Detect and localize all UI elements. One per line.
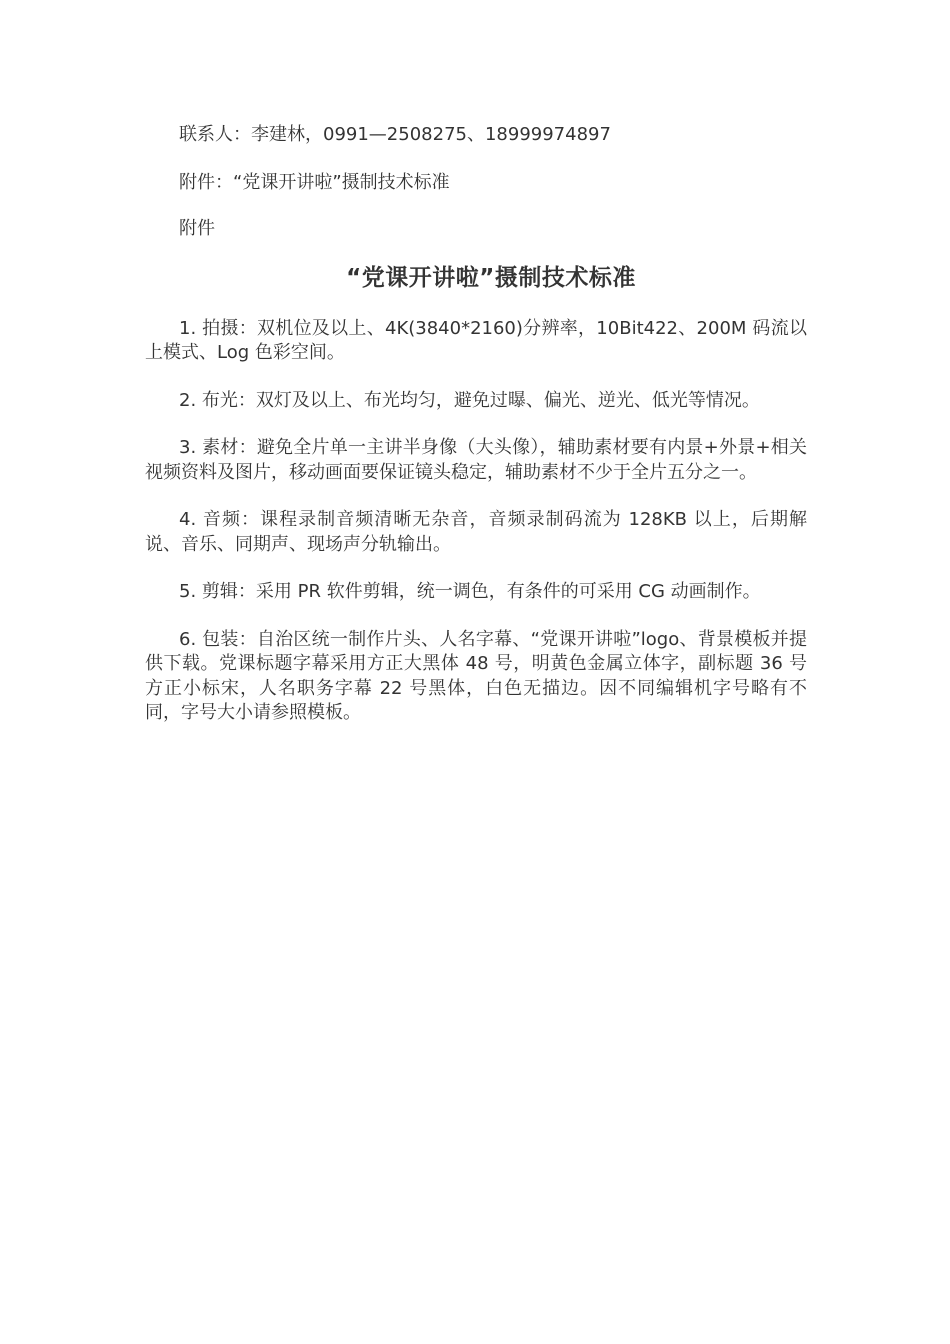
attachment-label: 附件 xyxy=(179,218,215,239)
standard-item-editing: 5. 剪辑：采用 PR 软件剪辑，统一调色，有条件的可采用 CG 动画制作。 xyxy=(179,581,761,602)
standard-item-audio: 4. 音频：课程录制音频清晰无杂音，音频录制码流为 128KB 以上，后期解说、音乐、同期声、现场声分轨输出。 xyxy=(145,509,807,555)
attachment-note: 附件：“党课开讲啦”摄制技术标准 xyxy=(179,171,450,193)
contact-line: 联系人：李建林，0991—2508275、18999974897 xyxy=(179,124,611,145)
standard-item-material: 3. 素材：避免全片单一主讲半身像（大头像），辅助素材要有内景+外景+相关视频资料及图片，移动画面要保证镜头稳定，辅助素材不少于全片五分之一。 xyxy=(145,437,807,483)
standard-item-shooting: 1. 拍摄：双机位及以上、4K(3840*2160)分辨率，10Bit422、200M 码流以上模式、Log 色彩空间。 xyxy=(145,317,807,363)
standard-item-packaging: 6. 包装：自治区统一制作片头、人名字幕、“党课开讲啦”logo、背景模板并提供下载。党课标题字幕采用方正大黑体 48 号，明黄色金属立体字，副标题 36 号方正小标宋，人名职务字幕 22 号黑体，白色无描边。因不同编辑机字号略有不同，字号大小请参照模板。 xyxy=(145,628,807,723)
document-body xyxy=(145,123,807,749)
standard-item-lighting: 2. 布光：双灯及以上、布光均匀，避免过曝、偏光、逆光、低光等情况。 xyxy=(179,389,760,411)
document-title: “党课开讲啦”摄制技术标准 xyxy=(346,264,636,291)
